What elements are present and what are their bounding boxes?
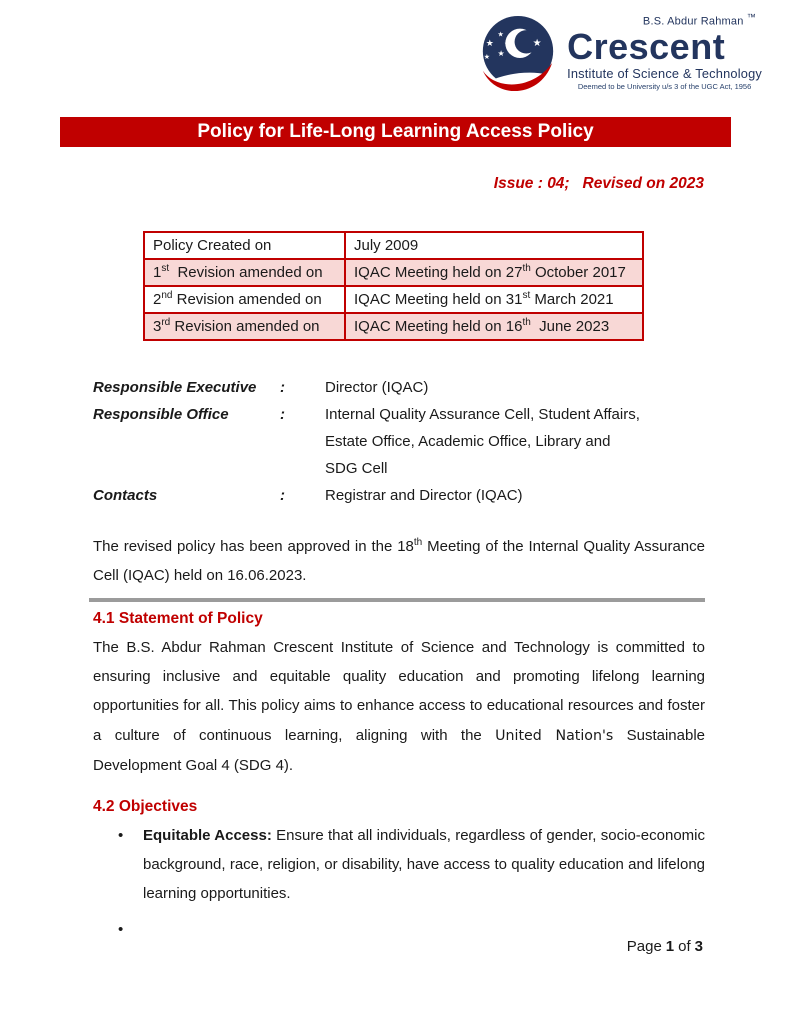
info-label: Responsible Executive xyxy=(93,379,257,396)
cell-text: 1 xyxy=(153,264,162,281)
svg-text:★: ★ xyxy=(504,41,510,48)
ordinal-suffix: nd xyxy=(161,290,173,301)
current-page-number: 1 xyxy=(665,938,675,955)
ordinal-suffix: th xyxy=(522,263,531,274)
logo-brand-top-text: B.S. Abdur Rahman xyxy=(642,15,744,28)
approval-paragraph xyxy=(93,532,705,590)
paragraph-text: Sustainable Development Goal 4 (SDG 4). xyxy=(93,726,706,774)
info-label: Contacts xyxy=(93,487,158,504)
ordinal-suffix: th xyxy=(413,537,423,548)
cell-text: IQAC Meeting held on 31 xyxy=(354,291,523,308)
paragraph-text: Meeting of the Internal Quality Assurance Cell (IQAC) held on 16.06.2023. xyxy=(93,538,705,584)
bullet-lead: Equitable Access: xyxy=(143,827,272,844)
of-word: of xyxy=(678,938,691,955)
responsibility-block xyxy=(93,374,705,509)
bullet-icon: • xyxy=(118,827,124,844)
crescent-emblem-icon xyxy=(473,14,563,98)
objectives-bullet-list xyxy=(93,821,705,944)
table-cell-value xyxy=(345,313,643,340)
document-title: Policy for Life-Long Learning Access Policy xyxy=(197,121,594,142)
cell-text: June 2023 xyxy=(530,318,610,335)
table-cell-value xyxy=(345,259,643,286)
info-value-line: Internal Quality Assurance Cell, Student Affairs, xyxy=(325,406,640,423)
info-value xyxy=(325,374,705,401)
cell-text: Revision amended on xyxy=(172,291,322,308)
emphasized-text: United Nation's xyxy=(495,727,614,744)
page-number xyxy=(627,938,703,955)
logo-tagline: Deemed to be University u/s 3 of the UGC Act, 1956 xyxy=(577,81,752,91)
table-row xyxy=(144,286,643,313)
table-row xyxy=(144,232,643,259)
logo-brand-name: Crescent xyxy=(567,25,726,67)
info-colon: : xyxy=(280,379,285,396)
svg-text:★: ★ xyxy=(497,31,504,39)
info-value-line: Registrar and Director (IQAC) xyxy=(325,487,523,504)
table-row xyxy=(144,259,643,286)
info-value xyxy=(325,482,705,509)
section-heading-objectives: 4.2 Objectives xyxy=(93,798,198,815)
info-value xyxy=(325,401,705,482)
svg-text:★: ★ xyxy=(497,49,505,58)
info-colon: : xyxy=(280,487,285,504)
info-value-line: Director (IQAC) xyxy=(325,379,429,396)
info-colon: : xyxy=(280,406,285,423)
info-value-line: SDG Cell xyxy=(325,460,388,477)
statement-paragraph xyxy=(93,633,705,780)
institution-logo xyxy=(473,12,762,98)
cell-text: Policy Created on xyxy=(153,237,272,254)
cell-text: Revision amended on xyxy=(169,264,323,281)
cell-text: 2 xyxy=(153,291,162,308)
ordinal-suffix: st xyxy=(161,263,170,274)
svg-text:★: ★ xyxy=(532,38,542,50)
info-row-responsible-executive xyxy=(93,374,705,401)
cell-text: Revision amended on xyxy=(170,318,320,335)
section-divider-rule xyxy=(89,598,705,602)
table-cell-label xyxy=(144,232,345,259)
cell-text: July 2009 xyxy=(354,237,419,254)
cell-text: October 2017 xyxy=(530,264,626,281)
logo-subtitle: Institute of Science & Technology xyxy=(567,65,762,81)
trademark-symbol: ™ xyxy=(746,12,756,22)
paragraph-text: The B.S. Abdur Rahman Crescent Institute of Science and Technology is committed to ensuring inclusive and equitable quality education and promoting lifelong learning opportunities for all. This policy aims to enhance access to educational resources and foster a culture of continuous learning, aligning with the xyxy=(93,639,705,744)
list-item xyxy=(93,821,705,908)
bullet-icon: • xyxy=(118,921,124,938)
info-value-line: Estate Office, Academic Office, Library and xyxy=(325,433,611,450)
issue-revision-line: Issue : 04; Revised on 2023 xyxy=(493,175,704,192)
ordinal-suffix: th xyxy=(522,317,531,328)
document-title-banner xyxy=(60,117,731,147)
page-word: Page xyxy=(626,938,662,955)
revision-history-table xyxy=(143,231,644,341)
section-heading-statement-of-policy: 4.1 Statement of Policy xyxy=(93,610,263,627)
table-cell-label xyxy=(144,259,345,286)
ordinal-suffix: st xyxy=(522,290,531,301)
info-row-contacts xyxy=(93,482,705,509)
ordinal-suffix: rd xyxy=(161,317,171,328)
cell-text: 3 xyxy=(153,318,162,335)
table-row xyxy=(144,313,643,340)
table-cell-label xyxy=(144,313,345,340)
svg-text:★: ★ xyxy=(485,38,494,49)
cell-text: IQAC Meeting held on 27 xyxy=(354,264,523,281)
table-cell-value xyxy=(345,286,643,313)
total-pages-number: 3 xyxy=(694,938,703,955)
bullet-text: Ensure that all individuals, regardless of gender, socio-economic background, race, religion, or disability, have access to quality education and lifelong learning opportunities. xyxy=(143,827,705,902)
logo-wordmark xyxy=(567,12,762,91)
svg-text:★: ★ xyxy=(483,53,491,61)
info-label: Responsible Office xyxy=(93,406,229,423)
cell-text: IQAC Meeting held on 16 xyxy=(354,318,523,335)
table-cell-value xyxy=(345,232,643,259)
paragraph-text: The revised policy has been approved in the 18 xyxy=(93,538,414,555)
cell-text: March 2021 xyxy=(530,291,614,308)
list-item xyxy=(93,915,705,944)
info-row-responsible-office xyxy=(93,401,705,482)
table-cell-label xyxy=(144,286,345,313)
